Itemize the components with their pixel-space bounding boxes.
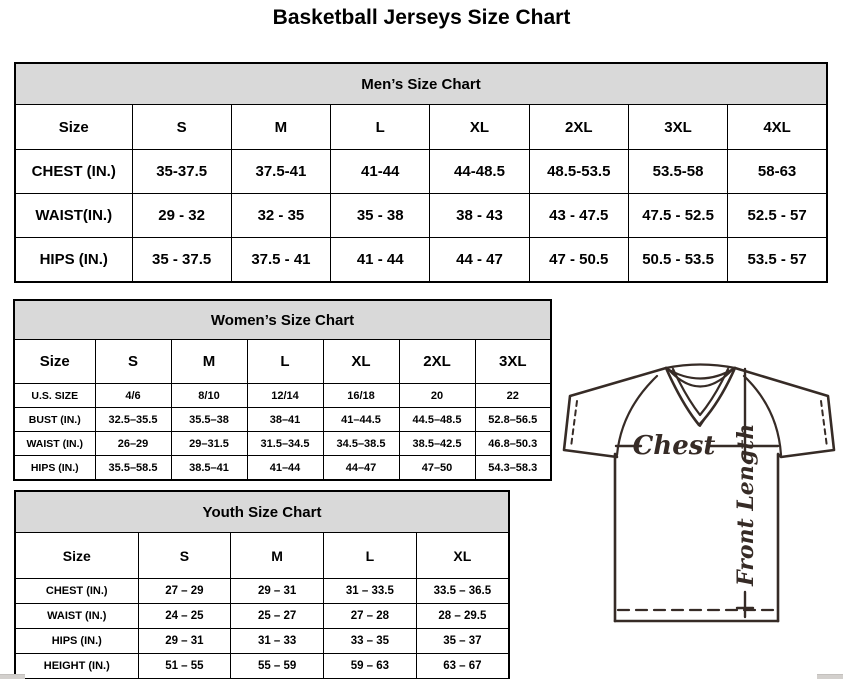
horizontal-scrollbar-fragment-left[interactable]	[0, 674, 25, 679]
table-cell: 46.8–50.3	[475, 432, 551, 456]
row-label: CHEST (IN.)	[15, 579, 138, 604]
table-cell: 35-37.5	[132, 150, 231, 194]
table-title-row	[15, 491, 509, 533]
youth-size-chart-table	[14, 490, 510, 679]
column-header-row	[15, 533, 509, 579]
column-header: 2XL	[529, 105, 628, 150]
table-row	[15, 150, 827, 194]
table-cell: 20	[399, 384, 475, 408]
table-title: Men’s Size Chart	[15, 63, 827, 105]
table-cell: 33 – 35	[324, 629, 417, 654]
table-cell: 55 – 59	[231, 654, 324, 679]
table-cell: 52.8–56.5	[475, 408, 551, 432]
table-row	[15, 654, 509, 679]
column-header: L	[324, 533, 417, 579]
jersey-cuff-dashed-right	[821, 401, 827, 447]
page-title: Basketball Jerseys Size Chart	[272, 6, 571, 29]
table-cell: 32 - 35	[231, 194, 330, 238]
row-label: WAIST (IN.)	[14, 432, 95, 456]
table-cell: 27 – 28	[324, 604, 417, 629]
table-cell: 44-48.5	[430, 150, 529, 194]
table-cell: 31 – 33	[231, 629, 324, 654]
row-label: HIPS (IN.)	[15, 629, 138, 654]
table-cell: 25 – 27	[231, 604, 324, 629]
table-row	[14, 432, 551, 456]
table-row	[15, 629, 509, 654]
column-header: L	[247, 340, 323, 384]
row-label: HIPS (IN.)	[14, 456, 95, 481]
table-cell: 41-44	[331, 150, 430, 194]
table-title: Women’s Size Chart	[14, 300, 551, 340]
table-cell: 35.5–58.5	[95, 456, 171, 481]
table-cell: 37.5-41	[231, 150, 330, 194]
row-label: HEIGHT (IN.)	[15, 654, 138, 679]
table-cell: 41 - 44	[331, 238, 430, 283]
womens-size-chart-table	[13, 299, 552, 481]
row-label: BUST (IN.)	[14, 408, 95, 432]
table-cell: 38 - 43	[430, 194, 529, 238]
table-cell: 52.5 - 57	[728, 194, 827, 238]
mens-size-chart-table	[14, 62, 828, 283]
horizontal-scrollbar-fragment-right[interactable]	[817, 674, 843, 679]
table-cell: 44.5–48.5	[399, 408, 475, 432]
table-cell: 31 – 33.5	[324, 579, 417, 604]
column-header: M	[231, 105, 330, 150]
table-row	[15, 238, 827, 283]
table-title-row	[15, 63, 827, 105]
jersey-diagram	[560, 358, 838, 628]
column-header-row	[15, 105, 827, 150]
row-label: CHEST (IN.)	[15, 150, 132, 194]
column-header: S	[132, 105, 231, 150]
column-header: XL	[323, 340, 399, 384]
table-cell: 47.5 - 52.5	[628, 194, 727, 238]
table-cell: 53.5 - 57	[728, 238, 827, 283]
column-header: XL	[430, 105, 529, 150]
table-cell: 38.5–41	[171, 456, 247, 481]
jersey-vneck-tip	[694, 417, 706, 426]
row-label: U.S. SIZE	[14, 384, 95, 408]
table-cell: 34.5–38.5	[323, 432, 399, 456]
table-cell: 41–44	[247, 456, 323, 481]
table-cell: 47 - 50.5	[529, 238, 628, 283]
table-title: Youth Size Chart	[15, 491, 509, 533]
table-cell: 63 – 67	[416, 654, 509, 679]
table-cell: 29–31.5	[171, 432, 247, 456]
table-cell: 35.5–38	[171, 408, 247, 432]
row-label: WAIST(IN.)	[15, 194, 132, 238]
table-cell: 47–50	[399, 456, 475, 481]
column-header: Size	[14, 340, 95, 384]
table-cell: 27 – 29	[138, 579, 231, 604]
table-cell: 16/18	[323, 384, 399, 408]
table-cell: 29 – 31	[138, 629, 231, 654]
table-row	[15, 194, 827, 238]
column-header: M	[231, 533, 324, 579]
table-row	[15, 604, 509, 629]
table-cell: 33.5 – 36.5	[416, 579, 509, 604]
column-header: XL	[416, 533, 509, 579]
table-cell: 35 - 37.5	[132, 238, 231, 283]
table-row	[14, 384, 551, 408]
table-cell: 41–44.5	[323, 408, 399, 432]
jersey-outline-left	[564, 368, 666, 621]
column-header: S	[95, 340, 171, 384]
table-cell: 43 - 47.5	[529, 194, 628, 238]
table-title-row	[14, 300, 551, 340]
row-label: WAIST (IN.)	[15, 604, 138, 629]
table-row	[14, 456, 551, 481]
table-cell: 38–41	[247, 408, 323, 432]
table-cell: 37.5 - 41	[231, 238, 330, 283]
jersey-cuff-dashed-left	[571, 401, 577, 447]
table-cell: 38.5–42.5	[399, 432, 475, 456]
column-header: 4XL	[728, 105, 827, 150]
column-header: 2XL	[399, 340, 475, 384]
table-cell: 31.5–34.5	[247, 432, 323, 456]
column-header: Size	[15, 533, 138, 579]
column-header: M	[171, 340, 247, 384]
column-header: 3XL	[475, 340, 551, 384]
table-cell: 44–47	[323, 456, 399, 481]
table-cell: 54.3–58.3	[475, 456, 551, 481]
table-cell: 22	[475, 384, 551, 408]
column-header-row	[14, 340, 551, 384]
column-header: 3XL	[628, 105, 727, 150]
table-cell: 24 – 25	[138, 604, 231, 629]
jersey-measurement-illustration	[560, 358, 838, 628]
table-cell: 29 - 32	[132, 194, 231, 238]
table-cell: 32.5–35.5	[95, 408, 171, 432]
jersey-collar-top	[666, 365, 735, 369]
table-cell: 12/14	[247, 384, 323, 408]
table-cell: 28 – 29.5	[416, 604, 509, 629]
table-row	[15, 579, 509, 604]
table-cell: 29 – 31	[231, 579, 324, 604]
table-cell: 50.5 - 53.5	[628, 238, 727, 283]
front-length-label: Front Length	[733, 423, 759, 586]
table-cell: 35 - 38	[331, 194, 430, 238]
table-cell: 48.5-53.5	[529, 150, 628, 194]
row-label: HIPS (IN.)	[15, 238, 132, 283]
table-row	[14, 408, 551, 432]
table-cell: 35 – 37	[416, 629, 509, 654]
column-header: L	[331, 105, 430, 150]
table-cell: 53.5-58	[628, 150, 727, 194]
table-cell: 8/10	[171, 384, 247, 408]
chest-label: Chest	[632, 431, 716, 461]
column-header: Size	[15, 105, 132, 150]
table-cell: 44 - 47	[430, 238, 529, 283]
table-cell: 58-63	[728, 150, 827, 194]
table-cell: 51 – 55	[138, 654, 231, 679]
table-cell: 59 – 63	[324, 654, 417, 679]
table-cell: 4/6	[95, 384, 171, 408]
column-header: S	[138, 533, 231, 579]
table-cell: 26–29	[95, 432, 171, 456]
